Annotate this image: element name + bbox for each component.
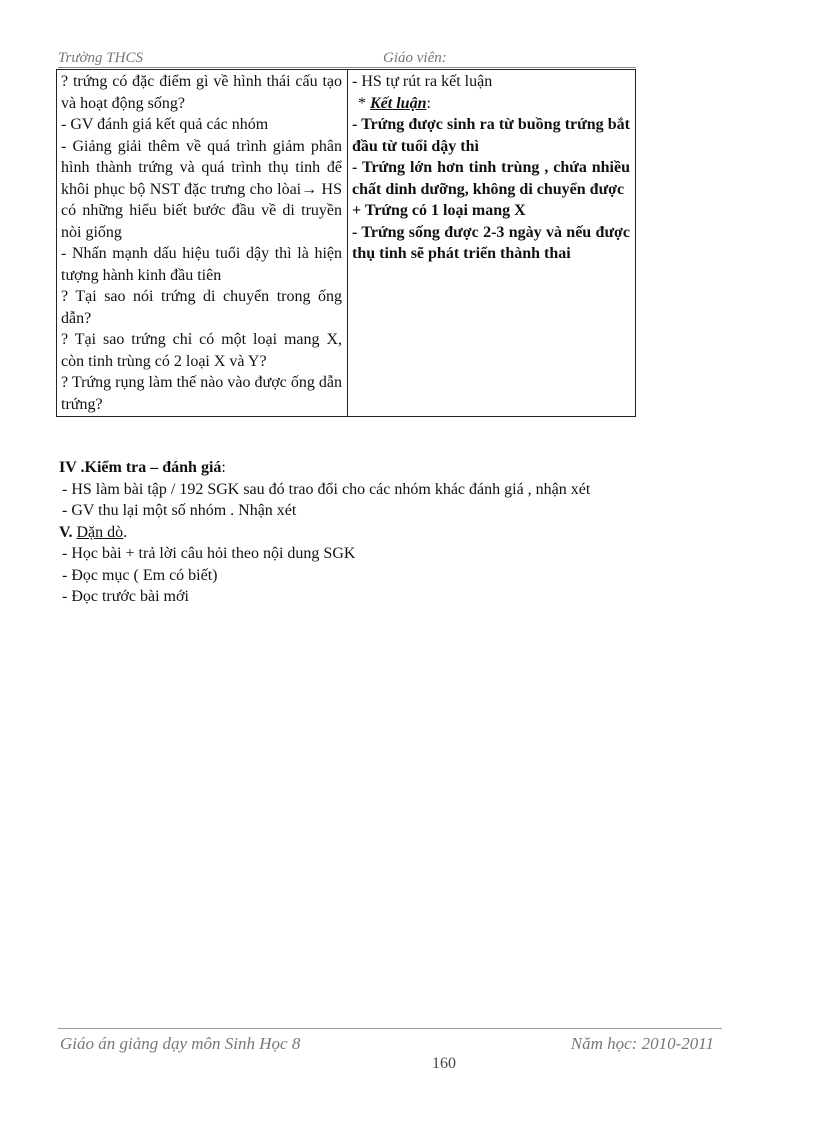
list-item: - Học bài + trả lời câu hỏi theo nội dung SGK (62, 545, 356, 562)
section-4-colon: : (221, 459, 226, 476)
student-activity-cell (348, 70, 636, 417)
section-5-dot: . (123, 523, 128, 541)
left-line: - Nhấn mạnh dấu hiệu tuổi dậy thì là hiện tượng hành kinh đầu tiên (61, 245, 342, 284)
page-footer (58, 1028, 722, 1053)
page-number: 160 (432, 1055, 456, 1072)
section-5-title: Dặn dò (76, 523, 124, 541)
footer-year: Năm học: 2010-2011 (570, 1034, 714, 1053)
conclusion-line: - Trứng được sinh ra từ buồng trứng bắt đầu từ tuổi dậy thì (352, 116, 630, 155)
ketluan-prefix: * (358, 94, 370, 112)
sections (59, 457, 590, 608)
left-line: ? Tại sao trứng chỉ có một loại mang X, còn tinh trùng có 2 loại X và Y? (61, 331, 342, 370)
left-line: ? Trứng rụng làm thế nào vào được ống dẫn trứng? (61, 374, 342, 413)
ketluan-heading (352, 93, 630, 115)
lesson-table (56, 69, 636, 417)
list-item: - Đọc mục ( Em có biết) (62, 566, 218, 584)
header-school: Trường THCS (58, 50, 143, 66)
section-4-title: IV .Kiểm tra – đánh giá (59, 459, 222, 476)
left-line: ? Tại sao nói trứng di chuyển trong ống dẫn? (61, 288, 342, 327)
left-line: ? trứng có đặc điểm gì về hình thái cấu tạo và hoạt động sống? (61, 73, 342, 112)
list-item: - GV thu lại một số nhóm . Nhận xét (62, 502, 297, 519)
ketluan-label: Kết luận (370, 94, 427, 112)
left-line: - Giảng giải thêm về quá trình giảm phân hình thành trứng và quá trình thụ tinh để khôi phục bộ NST đặc trưng cho lòai→ HS có những hiểu biết bước đầu về di truyền nòi giống (61, 137, 342, 241)
teacher-activity-cell (57, 70, 348, 417)
list-item: - Đọc trước bài mới (62, 588, 189, 605)
left-line: - GV đánh giá kết quả các nhóm (61, 116, 269, 133)
header-teacher: Giáo viên: (383, 50, 447, 66)
right-intro: - HS tự rút ra kết luận (352, 73, 493, 90)
list-item: - HS làm bài tập / 192 SGK sau đó trao đổi cho các nhóm khác đánh giá , nhận xét (62, 480, 591, 498)
conclusion-line: + Trứng có 1 loại mang X (352, 202, 526, 219)
page-header (58, 50, 636, 68)
conclusion-line: - Trứng lớn hơn tinh trùng , chứa nhiều chất dinh dưỡng, không di chuyển được (352, 159, 630, 198)
table-row (57, 70, 636, 417)
ketluan-suffix: : (426, 94, 431, 112)
section-4-heading (59, 457, 590, 479)
conclusion-line: - Trứng sống được 2-3 ngày và nếu được thụ tinh sẽ phát triển thành thai (352, 223, 630, 262)
section-5-number: V. (59, 523, 77, 541)
footer-subject: Giáo án giảng dạy môn Sinh Học 8 (60, 1034, 301, 1053)
section-5-heading (59, 522, 590, 544)
